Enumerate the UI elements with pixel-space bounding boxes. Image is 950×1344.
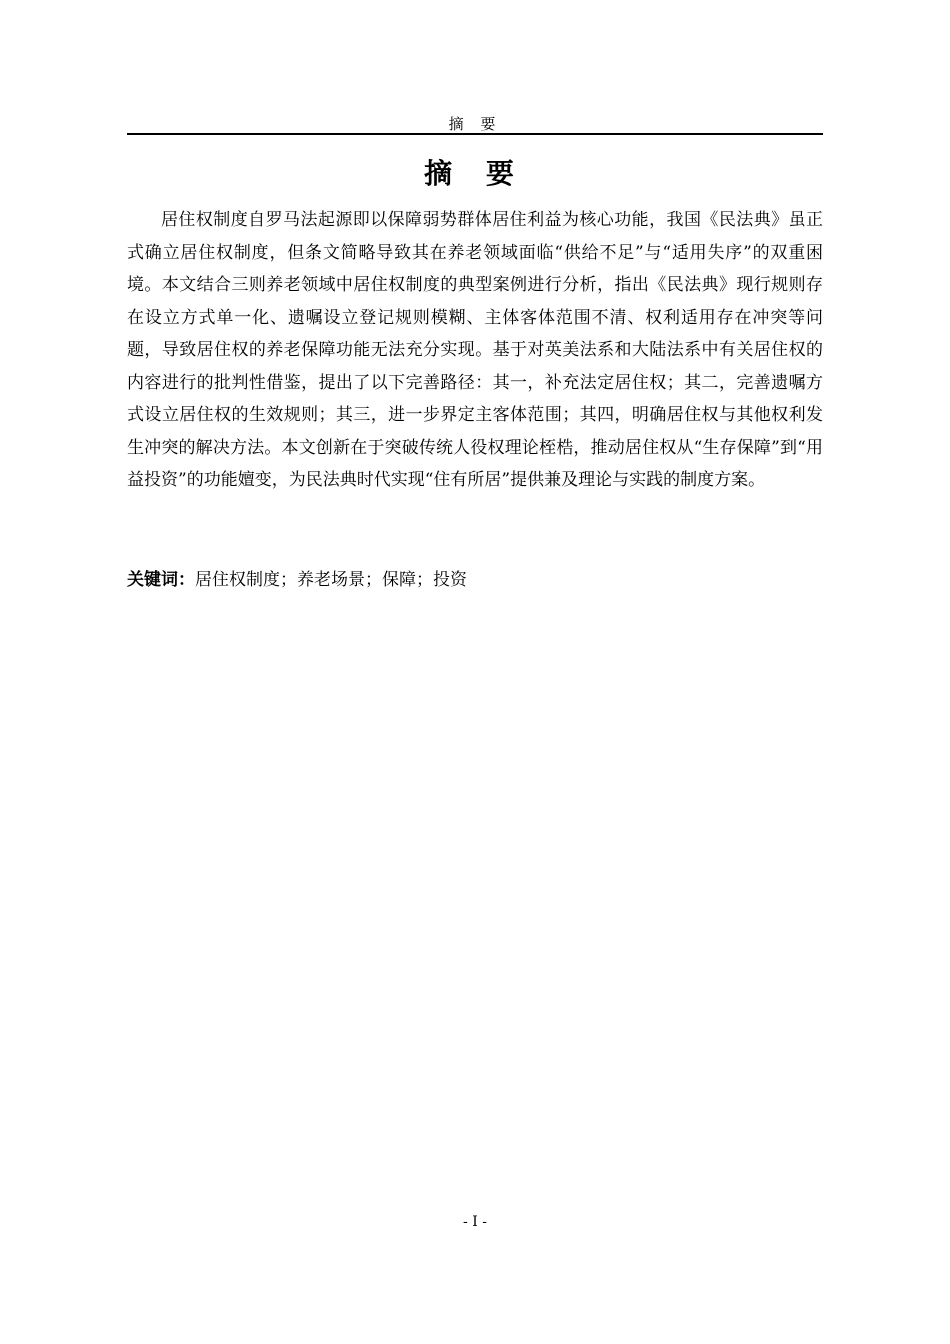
page-number: - I - bbox=[463, 1214, 487, 1230]
page-title: 摘 要 bbox=[424, 157, 526, 190]
header-rule bbox=[127, 133, 823, 135]
keywords-label: 关键词： bbox=[127, 570, 195, 590]
keywords-line bbox=[127, 565, 823, 595]
abstract-paragraph: 居住权制度自罗马法起源即以保障弱势群体居住利益为核心功能，我国《民法典》虽正式确立居住权制度，但条文简略导致其在养老领域面临“供给不足”与“适用失序”的双重困境。本文结合三则养老领域中居住权制度的典型案例进行分析，指出《民法典》现行规则存在设立方式单一化、遗嘱设立登记规则模糊、主体客体范围不清、权利适用存在冲突等问题，导致居住权的养老保障功能无法充分实现。基于对英美法系和大陆法系中有关居住权的内容进行的批判性借鉴，提出了以下完善路径：其一，补充法定居住权；其二，完善遗嘱方式设立居住权的生效规则；其三，进一步界定主客体范围；其四，明确居住权与其他权利发生冲突的解决方法。本文创新在于突破传统人役权理论桎梏，推动居住权从“生存保障”到“用益投资”的功能嬗变，为民法典时代实现“住有所居”提供兼及理论与实践的制度方案。 bbox=[127, 210, 823, 490]
running-header: 摘 要 bbox=[448, 115, 502, 133]
keywords-text: 居住权制度；养老场景；保障；投资 bbox=[195, 570, 467, 590]
